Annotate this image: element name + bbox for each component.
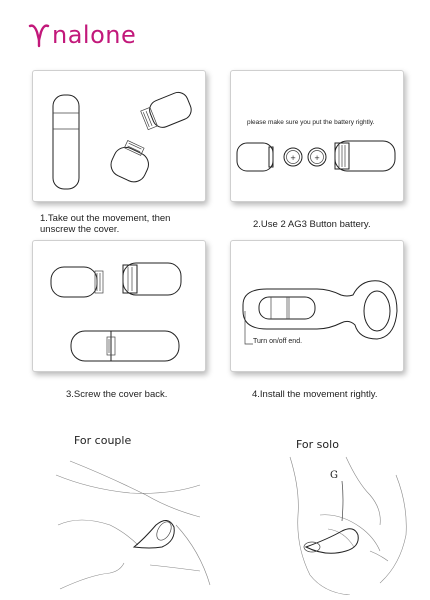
step-2-illustration	[230, 70, 404, 202]
svg-text:+: +	[290, 154, 296, 162]
g-spot-label: G	[330, 470, 338, 481]
step-3-caption: 3.Screw the cover back.	[66, 389, 168, 400]
step-1-caption-line1: 1.Take out the movement, then	[40, 213, 171, 224]
step-4-caption: 4.Install the movement rightly.	[252, 389, 378, 400]
step-1-illustration	[32, 70, 206, 202]
step-2-caption: 2.Use 2 AG3 Button battery.	[253, 219, 371, 230]
step-4-label: Turn on/off end.	[253, 338, 303, 345]
brand-mark-icon	[28, 22, 50, 48]
couple-usage-illustration	[50, 455, 220, 595]
step-4-illustration	[230, 240, 404, 372]
step-1-caption	[40, 213, 170, 235]
step-1-caption-line2: unscrew the cover.	[40, 224, 120, 235]
brand-logo	[28, 18, 136, 52]
svg-text:+: +	[314, 154, 320, 162]
couple-title: For couple	[74, 434, 132, 447]
step-3-illustration	[32, 240, 206, 372]
solo-title: For solo	[296, 438, 339, 451]
brand-name: nalone	[52, 21, 137, 49]
solo-usage-illustration	[270, 455, 420, 595]
step-2-note: please make sure you put the battery rightly.	[247, 119, 375, 126]
